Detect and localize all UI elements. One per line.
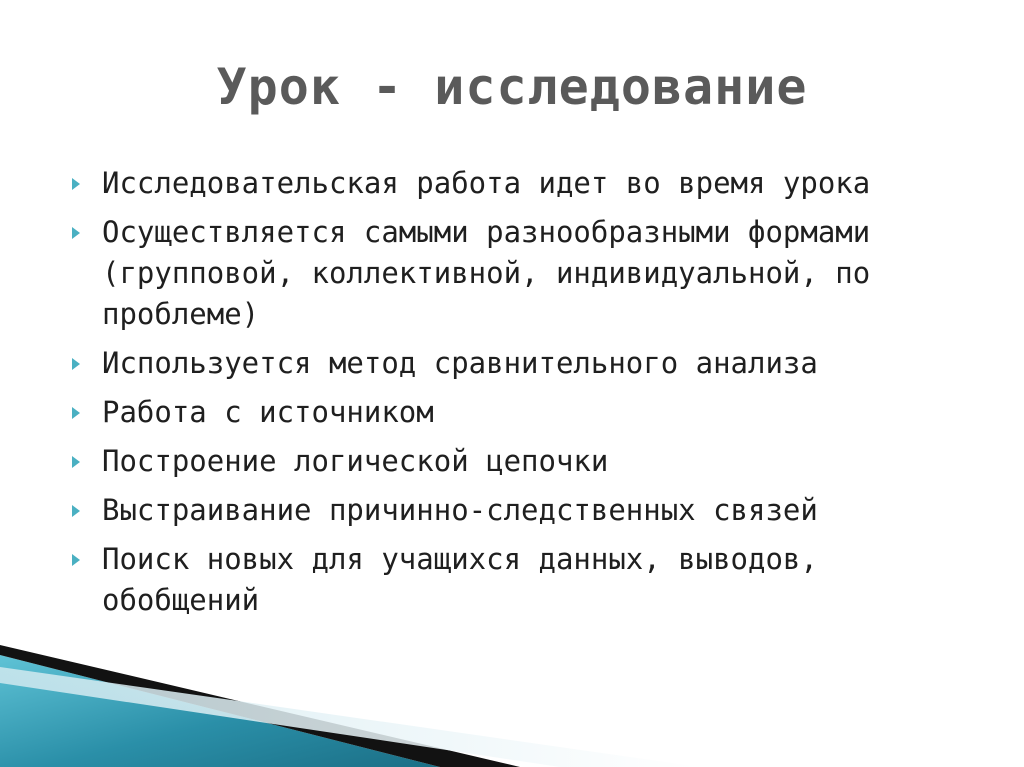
bullet-item [72, 163, 972, 204]
bullet-item [72, 441, 972, 482]
bullet-text: Поиск новых для учащихся данных, выводов, обобщений [102, 542, 818, 617]
triangle-right-icon [72, 456, 80, 468]
triangle-right-icon [72, 358, 80, 370]
bullet-text: Построение логической цепочки [102, 444, 609, 478]
bullet-text: Работа с источником [102, 395, 434, 429]
bullet-text: Используется метод сравнительного анализа [102, 346, 818, 380]
bullet-item [72, 212, 972, 335]
triangle-right-icon [72, 227, 80, 239]
bullet-text: Осуществляется самыми разнообразными формами (групповой, коллективной, индивидуальной, по проблеме) [102, 215, 871, 331]
bullet-text: Исследовательская работа идет во время урока [102, 166, 871, 200]
bullet-item [72, 490, 972, 531]
triangle-right-icon [72, 178, 80, 190]
bullet-item [72, 539, 972, 621]
bottom-decoration [0, 637, 1024, 767]
triangle-right-icon [72, 554, 80, 566]
triangle-right-icon [72, 505, 80, 517]
slide-title: Урок - исследование [216, 58, 808, 116]
triangle-right-icon [72, 407, 80, 419]
bullet-item [72, 392, 972, 433]
bullet-text: Выстраивание причинно-следственных связей [102, 493, 818, 527]
bullet-list [72, 163, 972, 629]
bullet-item [72, 343, 972, 384]
